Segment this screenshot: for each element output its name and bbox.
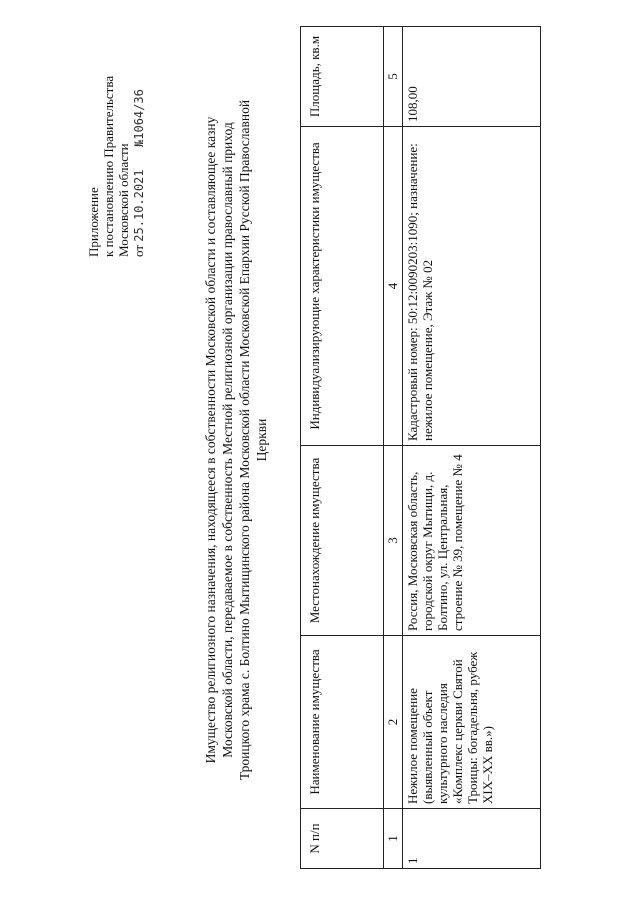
row-number: 1 bbox=[403, 809, 541, 869]
column-number-row bbox=[384, 27, 403, 869]
header-location: Местонахождение имущества bbox=[301, 446, 384, 636]
column-number: 1 bbox=[384, 809, 403, 869]
table-header-row bbox=[301, 27, 384, 869]
appendix-decree-line: к постановлению Правительства bbox=[101, 75, 116, 257]
column-number: 4 bbox=[384, 127, 403, 446]
appendix-region-line: Московской области bbox=[116, 143, 131, 257]
row-characteristics: Кадастровый номер: 50:12:0090203:1090; назначение: нежилое помещение, Этаж № 02 bbox=[403, 127, 541, 446]
header-characteristics: Индивидуализирующие характеристики имущества bbox=[301, 127, 384, 446]
appendix-date-line bbox=[131, 17, 147, 257]
header-name: Наименование имущества bbox=[301, 636, 384, 809]
decree-number: №1064/36 bbox=[132, 89, 146, 147]
column-number: 5 bbox=[384, 27, 403, 127]
appendix-label: Приложение bbox=[86, 187, 101, 257]
date-prefix: от bbox=[131, 244, 146, 257]
appendix-header bbox=[86, 17, 147, 257]
header-number: N п/п bbox=[301, 809, 384, 869]
header-area: Площадь, кв.м bbox=[301, 27, 384, 127]
row-area: 108,00 bbox=[403, 27, 541, 127]
column-number: 3 bbox=[384, 446, 403, 636]
decree-date: 25.10.2021 bbox=[132, 169, 146, 242]
row-property-name: Нежилое помещение (выявленный объект культурного наследия «Комплекс церкви Святой Троицы: богадельня, рубеж XIX–XX вв.») bbox=[403, 636, 541, 809]
table-row bbox=[403, 27, 541, 869]
column-number: 2 bbox=[384, 636, 403, 809]
document-title: Имущество религиозного назначения, находящееся в собственности Московской области и составляющее казну Московской области, передаваемое в собственность Местной религиозной организации православный приход Троицкого храма с. Болтино Мытищинского района Московской области Московской Епархии Русской Православной Церкви bbox=[203, 99, 269, 781]
property-table bbox=[300, 26, 541, 869]
row-location: Россия, Московская область, городской округ Мытищи, д. Болтино, ул. Центральная, строение № 39, помещение № 4 bbox=[403, 446, 541, 636]
